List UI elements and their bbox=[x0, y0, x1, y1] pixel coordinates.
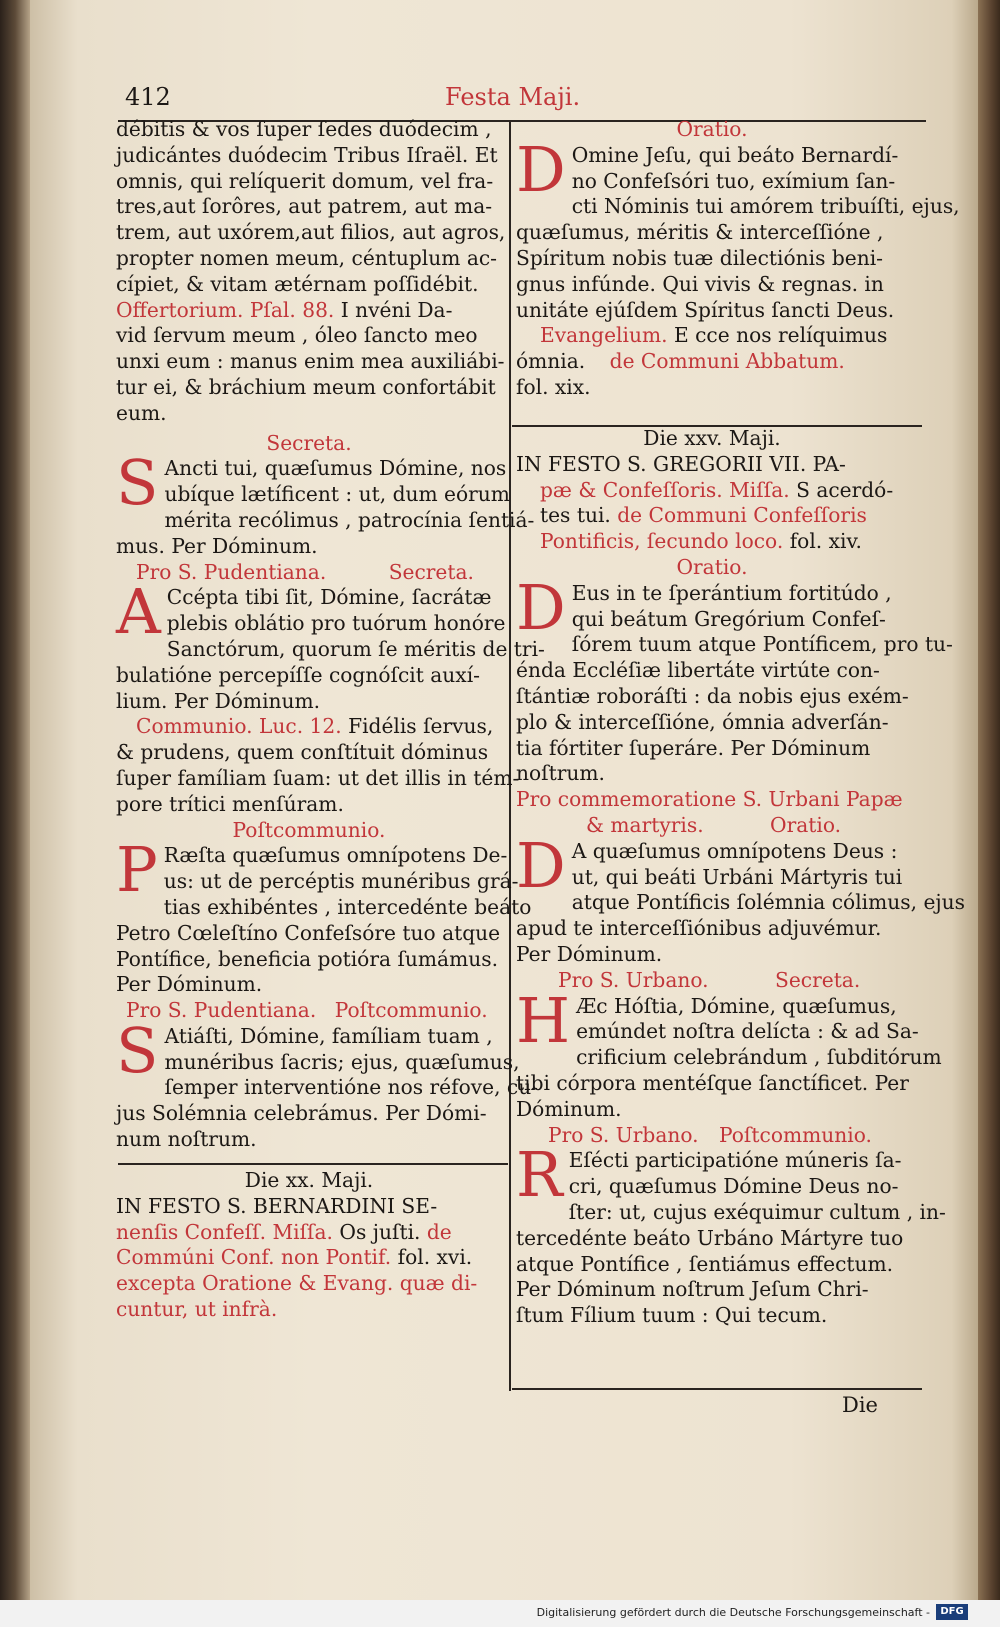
evangelium-line bbox=[516, 349, 908, 375]
heading-part: Poſtcommunio. bbox=[334, 998, 488, 1023]
text-line: Æc Hóſtia, Dómine, quæſumus, bbox=[576, 993, 897, 1018]
ref-text: pæ & Confeſſoris. Miſſa. bbox=[540, 477, 790, 502]
text-line: Petro Cœleſtíno Confeſsóre tuo atque bbox=[116, 920, 501, 945]
text-line: Ancti tui, quæſumus Dómine, nos bbox=[164, 456, 507, 481]
text-line: pore trítici menſúram. bbox=[116, 791, 344, 816]
drop-cap: S bbox=[116, 1013, 159, 1087]
secreta-block bbox=[116, 446, 535, 559]
heading-part: Pro S. Pudentiana. bbox=[126, 998, 317, 1023]
text-line: ſemper interventióne nos réfove, cu- bbox=[164, 1075, 539, 1100]
text-line: tercedénte beáto Urbáno Mártyre tuo bbox=[516, 1225, 904, 1250]
text-line: mus. Per Dóminum. bbox=[116, 533, 318, 558]
offertorium-line bbox=[116, 298, 502, 324]
page-number: 412 bbox=[125, 83, 171, 111]
feast-title: IN FESTO S. BERNARDINI SE- bbox=[116, 1193, 438, 1218]
text-line: Atiáſti, Dómine, famíliam tuam , bbox=[164, 1023, 493, 1048]
heading-part: Oratio. bbox=[770, 812, 842, 837]
feast-line: cuntur, ut infrà. bbox=[116, 1296, 278, 1321]
text-line: ſtántiæ roboráſti : da nobis ejus exém- bbox=[516, 683, 909, 708]
text-line: A quæſumus omnípotens Deus : bbox=[571, 838, 898, 863]
oratio-heading: Oratio. bbox=[676, 554, 748, 579]
introit-text: Os juſti. bbox=[339, 1219, 421, 1244]
communio-text: Fidélis ſervus, bbox=[348, 714, 494, 739]
text-line: ſtum Fílium tuum : Qui tecum. bbox=[516, 1303, 828, 1328]
drop-cap: R bbox=[516, 1138, 563, 1212]
text-line: Per Dóminum. bbox=[116, 972, 263, 997]
offertorium-label: Offertorium. Pſal. 88. bbox=[116, 297, 335, 322]
text-line: gnus infúnde. Qui vivis & regnas. in bbox=[516, 271, 884, 296]
pudentiana-heading bbox=[116, 560, 502, 586]
drop-cap: H bbox=[516, 983, 571, 1057]
refecti-block bbox=[516, 1138, 946, 1329]
feast-title: IN FESTO S. GREGORII VII. PA- bbox=[516, 451, 846, 476]
page-edge bbox=[978, 0, 1000, 1627]
heading-part: Secreta. bbox=[775, 967, 861, 992]
text-line: cri, quæſumus Dómine Deus no- bbox=[568, 1174, 899, 1199]
accepta-block bbox=[116, 575, 545, 714]
praesta-block bbox=[116, 833, 532, 998]
text-line: atque Pontífice , ſentiámus effectum. bbox=[516, 1251, 894, 1276]
text-line: unitáte ejúſdem Spíritus ſancti Deus. bbox=[516, 297, 895, 322]
text-line: Pontífice, beneficia potióra ſumámus. bbox=[116, 946, 499, 971]
satiasti-block bbox=[116, 1013, 539, 1153]
haec-block bbox=[516, 983, 942, 1123]
text-line: munéribus ſacris; ejus, quæſumus, bbox=[164, 1049, 520, 1074]
folio-ref: fol. xix. bbox=[516, 374, 591, 399]
text-line: atque Pontíficis ſolémnia cólimus, ejus bbox=[571, 890, 966, 915]
bottom-rule bbox=[512, 1388, 922, 1390]
left-column-feast bbox=[116, 1168, 502, 1323]
text-line: eum. bbox=[116, 400, 167, 425]
feast-line bbox=[516, 478, 908, 504]
drop-cap: P bbox=[116, 833, 158, 907]
evangelium-label: Evangelium. bbox=[540, 323, 668, 348]
text-line: noſtrum. bbox=[516, 761, 605, 786]
text-line: ſter: ut, cujus exéquimur cultum , in- bbox=[568, 1199, 946, 1224]
text-line: propter nomen meum, céntuplum ac- bbox=[116, 245, 497, 270]
text-line: tur ei, & bráchium meum confortábit bbox=[116, 374, 496, 399]
text-line: tia fórtiter ſuperáre. Per Dóminum bbox=[516, 735, 871, 760]
text-line: qui beátum Gregórium Confeſ- bbox=[571, 606, 886, 631]
drop-cap: D bbox=[516, 132, 566, 206]
text-line: unxi eum : manus enim mea auxiliábi- bbox=[116, 349, 505, 374]
feast-line bbox=[516, 529, 908, 555]
text-line: Sanctórum, quorum ſe méritis de tri- bbox=[166, 636, 545, 661]
secreta-heading: Secreta. bbox=[266, 430, 352, 455]
text-line: crificium celebrándum , ſubditórum bbox=[576, 1045, 942, 1070]
text-line: énda Eccléſiæ libertáte virtúte con- bbox=[516, 658, 880, 683]
feast-line bbox=[116, 1220, 502, 1246]
text-line: Eſécti participatióne múneris ſa- bbox=[568, 1148, 902, 1173]
text-line: tres,aut ſorôres, aut patrem, aut ma- bbox=[116, 194, 493, 219]
right-column-feast bbox=[516, 426, 966, 1329]
text-line: Dóminum. bbox=[516, 1096, 622, 1121]
text-line: jus Solémnia celebrámus. Per Dómi- bbox=[116, 1101, 487, 1126]
ref-text: de bbox=[426, 1219, 452, 1244]
ref-text: Pontificis, ſecundo loco. bbox=[540, 529, 784, 554]
die-heading: Die xx. Maji. bbox=[244, 1168, 374, 1192]
oratio-heading: Oratio. bbox=[676, 117, 748, 141]
text-line: lium. Per Dóminum. bbox=[116, 688, 321, 713]
heading-part: Pro S. Pudentiana. bbox=[136, 559, 327, 584]
text-line: & prudens, quem conſtítuit dóminus bbox=[116, 740, 489, 765]
urbano2-heading bbox=[516, 1123, 908, 1149]
die-heading: Die xxv. Maji. bbox=[643, 426, 781, 450]
text-line: us: ut de percéptis munéribus grá- bbox=[163, 869, 519, 894]
drop-cap: S bbox=[116, 446, 159, 520]
dfg-logo: DFG bbox=[936, 1604, 968, 1620]
text-line: Ccépta tibi ſit, Dómine, ſacrátæ bbox=[166, 585, 492, 610]
deus-block bbox=[516, 570, 953, 787]
text-line: quæſumus, méritis & interceſſióne , bbox=[516, 220, 884, 245]
evangelium-line bbox=[516, 323, 908, 349]
running-title: Festa Maji. bbox=[445, 83, 581, 111]
text-line: ut, qui beáti Urbáni Mártyris tui bbox=[571, 864, 903, 889]
folio-ref: fol. xvi. bbox=[397, 1245, 473, 1270]
right-column bbox=[516, 117, 960, 401]
ref-text: Commúni Conf. non Pontif. bbox=[116, 1245, 392, 1270]
heading-part: & martyris. bbox=[586, 812, 704, 837]
drop-cap: D bbox=[516, 828, 566, 902]
text-line: plebis oblátio pro tuórum honóre bbox=[166, 611, 506, 636]
text-line: no Confeſsóri tuo, exímium ſan- bbox=[571, 168, 896, 193]
text-line: ſórem tuum atque Pontíficem, pro tu- bbox=[571, 632, 953, 657]
text-line: Per Dóminum noſtrum Jeſum Chri- bbox=[516, 1277, 869, 1302]
drop-cap: D bbox=[516, 570, 566, 644]
drop-cap: A bbox=[116, 575, 161, 649]
communio-label: Communio. Luc. 12. bbox=[136, 714, 342, 739]
text-line: tias exhibéntes , intercedénte beáto bbox=[163, 894, 532, 919]
credit-text: Digitalisierung gefördert durch die Deutsche Forschungsgemeinschaft - bbox=[536, 1606, 930, 1619]
feast-line bbox=[516, 503, 908, 529]
introit-text: tes tui. bbox=[540, 503, 611, 528]
folio-ref: fol. xiv. bbox=[789, 529, 862, 554]
column-divider bbox=[509, 121, 511, 1391]
offertorium-text: I nvéni Da- bbox=[340, 297, 453, 322]
evangelium-text: ómnia. bbox=[516, 349, 586, 374]
left-section-rule bbox=[118, 1163, 508, 1165]
text-line: Ræſta quæſumus omnípotens De- bbox=[163, 843, 508, 868]
feast-line: excepta Oratione & Evang. quæ di- bbox=[116, 1271, 478, 1296]
feast-line bbox=[116, 1245, 502, 1271]
text-line: Per Dóminum. bbox=[516, 941, 663, 966]
text-line: apud te interceſſiónibus adjuvémur. bbox=[516, 916, 882, 941]
text-line: omnis, qui relíquerit domum, vel fra- bbox=[116, 168, 494, 193]
text-line: vid ſervum meum , óleo ſancto meo bbox=[116, 323, 478, 348]
postcommunio-heading: Poſtcommunio. bbox=[232, 817, 386, 842]
text-line: plo & interceſſióne, ómnia adverſán- bbox=[516, 709, 889, 734]
catchword: Die bbox=[842, 1393, 878, 1417]
urbani-heading: Pro commemoratione S. Urbani Papæ bbox=[516, 787, 903, 812]
heading-part: Secreta. bbox=[388, 559, 474, 584]
urbani-heading bbox=[516, 813, 908, 839]
ref-text: de Communi Confeſſoris bbox=[617, 503, 867, 528]
text-line: num noſtrum. bbox=[116, 1127, 257, 1152]
text-line: mérita recólimus , patrocínia ſentiá- bbox=[164, 507, 535, 532]
communio-line bbox=[116, 714, 502, 740]
heading-part: Pro S. Urbano. bbox=[558, 967, 709, 992]
da-block bbox=[516, 828, 966, 968]
text-line: ſuper famíliam ſuam: ut det illis in tém- bbox=[116, 765, 520, 790]
heading-part: Pro S. Urbano. bbox=[548, 1122, 699, 1147]
left-column bbox=[116, 117, 545, 1153]
text-line: débitis & vos ſuper ſedes duódecim , bbox=[116, 117, 492, 141]
text-line: trem, aut uxórem,aut filios, aut agros, bbox=[116, 220, 506, 245]
text-line: Spíritum nobis tuæ dilectiónis beni- bbox=[516, 245, 884, 270]
text-line: bulatióne percepíſſe cognóſcit auxí- bbox=[116, 662, 480, 687]
text-line: Eus in te ſperántium fortitúdo , bbox=[571, 580, 892, 605]
text-line: Omine Jeſu, qui beáto Bernardí- bbox=[571, 142, 899, 167]
urbano-heading bbox=[516, 968, 908, 994]
text-line: emúndet noſtra delícta : & ad Sa- bbox=[576, 1019, 919, 1044]
heading-part: Poſtcommunio. bbox=[719, 1122, 872, 1147]
text-line: cípiet, & vitam ætérnam poſſidébit. bbox=[116, 271, 479, 296]
domine-block bbox=[516, 132, 960, 324]
ref-text: de Communi Abbatum. bbox=[609, 349, 845, 374]
text-line: judicántes duódecim Tribus Iſraël. Et bbox=[116, 142, 498, 167]
missa-label: nenſis Confeſſ. Miſſa. bbox=[116, 1219, 333, 1244]
text-line: cti Nóminis tui amórem tribuíſti, ejus, bbox=[571, 194, 960, 219]
text-line: tibi córpora mentéſque ſanctíficet. Per bbox=[516, 1070, 909, 1095]
introit-text: S acerdó- bbox=[796, 477, 894, 502]
pudentiana2-heading bbox=[116, 998, 502, 1024]
evangelium-text: E cce nos relíquimus bbox=[673, 323, 888, 348]
text-line: ubíque lætíficent : ut, dum eórum bbox=[164, 482, 510, 507]
